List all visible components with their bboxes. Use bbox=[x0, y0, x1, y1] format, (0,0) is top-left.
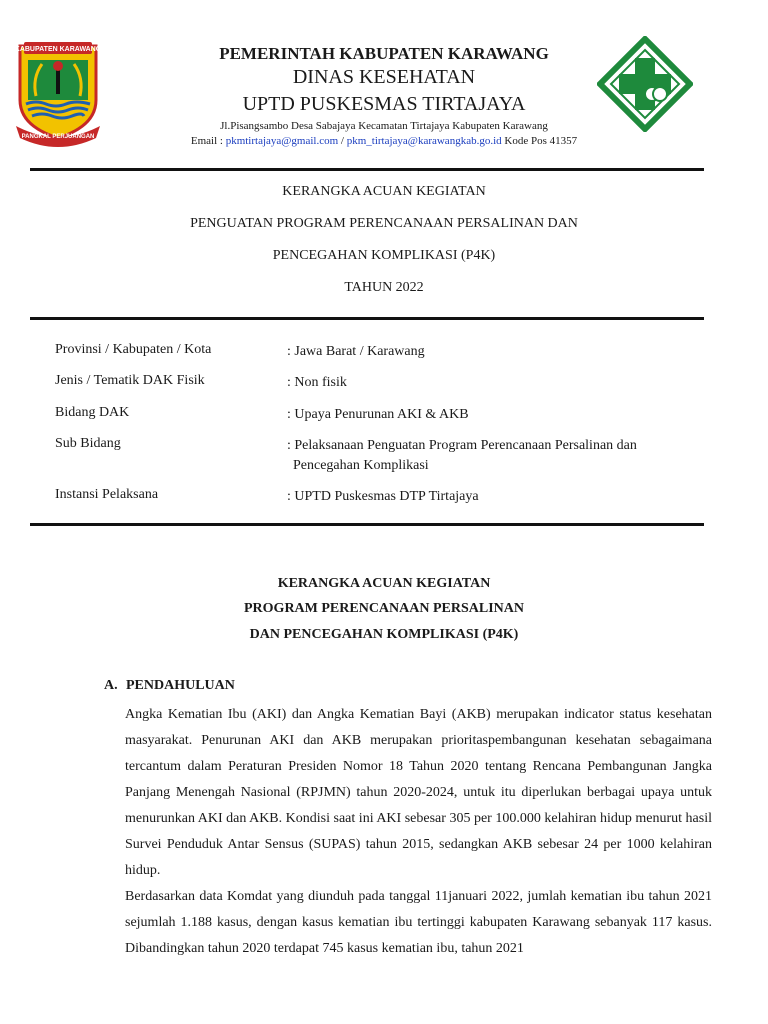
doc-title-line2: PENGUATAN PROGRAM PERENCANAAN PERSALINAN DAN bbox=[190, 216, 578, 231]
section-a-body bbox=[125, 702, 712, 962]
info-value: : UPTD Puskesmas DTP Tirtajaya bbox=[287, 489, 479, 504]
info-label: Sub Bidang bbox=[55, 436, 121, 451]
section-letter: A. bbox=[104, 678, 118, 693]
puskesmas-logo bbox=[597, 36, 693, 132]
info-value: : Jawa Barat / Karawang bbox=[287, 344, 425, 359]
gov-name: PEMERINTAH KABUPATEN KARAWANG bbox=[219, 44, 549, 63]
section-title: KERANGKA ACUAN KEGIATAN bbox=[277, 576, 491, 591]
paragraph-1: Angka Kematian Ibu (AKI) dan Angka Kematian Bayi (AKB) merupakan indicator status kesehatan masyarakat. Penurunan AKI dan AKB merupakan prioritaspembangunan kesehatan sebagaimana tercantum dalam Peraturan Presiden Nomor 18 Tahun 2020 tentang Rencana Pembangunan Jangka Panjang Menengah Nasional (RPJMN) tahun 2020-2024, untuk itu diperlukan berbagai upaya untuk menurunkan AKI dan AKB. Kondisi saat ini AKI sebesar 305 per 100.000 kelahiran hidup menurut hasil Survei Penduduk Antar Sensus (SUPAS) tahun 2015, sedangkan AKB sebesar 24 per 1000 kelahiran hidup. bbox=[125, 707, 712, 878]
email-link-1[interactable]: pkmtirtajaya@gmail.com bbox=[225, 135, 339, 147]
title-divider bbox=[30, 317, 704, 320]
header-divider bbox=[30, 168, 704, 171]
email-label: Email : bbox=[190, 135, 226, 147]
doc-title: KERANGKA ACUAN KEGIATAN bbox=[282, 184, 486, 199]
address-line: Jl.Pisangsambo Desa Sabajaya Kecamatan Tirtajaya Kabupaten Karawang bbox=[220, 120, 548, 132]
crest-motto-text: PANGKAL PERJUANGAN bbox=[21, 134, 95, 140]
contact-line bbox=[100, 135, 668, 147]
doc-title-line3: PENCEGAHAN KOMPLIKASI (P4K) bbox=[272, 248, 496, 263]
office-name: DINAS KESEHATAN bbox=[292, 66, 476, 88]
postal-code: Kode Pos 41357 bbox=[501, 135, 578, 147]
email-separator: / bbox=[338, 135, 347, 147]
section-heading-text: PENDAHULUAN bbox=[126, 678, 235, 693]
info-value: : Non fisik bbox=[287, 375, 347, 390]
info-divider bbox=[30, 523, 704, 526]
info-label: Provinsi / Kabupaten / Kota bbox=[55, 342, 212, 357]
info-label: Jenis / Tematik DAK Fisik bbox=[55, 373, 205, 388]
email-link-2[interactable]: pkm_tirtajaya@karawangkab.go.id bbox=[346, 135, 502, 147]
section-a-heading bbox=[104, 678, 235, 694]
info-value bbox=[287, 436, 707, 476]
info-label: Instansi Pelaksana bbox=[55, 487, 159, 502]
section-title-line2: PROGRAM PERENCANAAN PERSALINAN bbox=[244, 601, 524, 616]
unit-name: UPTD PUSKESMAS TIRTAJAYA bbox=[242, 93, 526, 115]
crest-banner-text: KABUPATEN KARAWANG bbox=[14, 46, 102, 53]
karawang-crest-logo bbox=[14, 38, 102, 148]
paragraph-2: Berdasarkan data Komdat yang diunduh pada tanggal 11januari 2022, jumlah kematian ibu tahun 2021 sejumlah 1.188 kasus, dengan kasus kematian ibu tertinggi kabupaten Karawang sebanyak 117 kasus. Dibandingkan tahun 2020 terdapat 745 kasus kematian ibu, tahun 2021 bbox=[125, 889, 712, 956]
info-value-line2: Pencegahan Komplikasi bbox=[293, 458, 429, 473]
doc-title-year: TAHUN 2022 bbox=[344, 280, 424, 295]
info-value: : Upaya Penurunan AKI & AKB bbox=[287, 407, 469, 422]
info-value-line1: : Pelaksanaan Penguatan Program Perencanaan Persalinan dan bbox=[287, 438, 637, 453]
info-label: Bidang DAK bbox=[55, 405, 130, 420]
section-title-line3: DAN PENCEGAHAN KOMPLIKASI (P4K) bbox=[249, 627, 519, 642]
